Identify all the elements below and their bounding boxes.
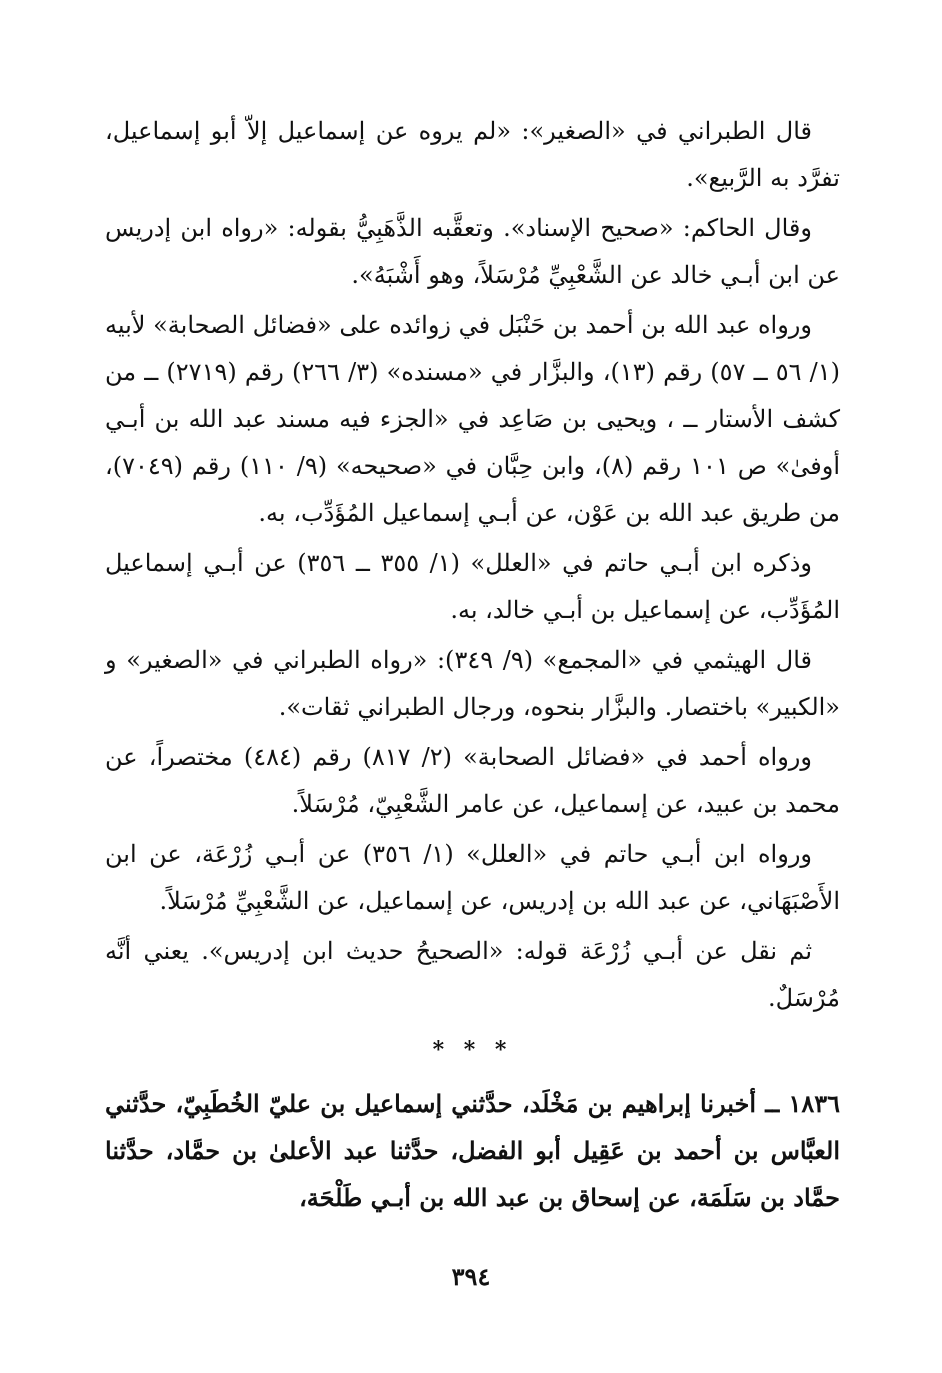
paragraph-ibn-abi-hatim-narration: ورواه ابن أبـي حاتم في «العلل» (١/ ٣٥٦) عن أبـي زُرْعَة، عن ابن الأَصْبَهَاني، عن عبد الله بن إدريس، عن إسماعيل، عن الشَّعْبِيِّ مُرْسَلاً. [105,840,840,915]
page-number: ٣٩٤ [451,1262,491,1291]
paragraph-abdullah-narration: ورواه عبد الله بن أحمد بن حَنْبَل في زوائده على «فضائل الصحابة» لأبيه (١/ ٥٦ ــ ٥٧) رقم (١٣)، والبزَّار في «مسنده» (٣/ ٢٦٦) رقم (٢٧١٩) ــ من كشف الأستار ــ ، ويحيى بن صَاعِد في «الجزء فيه مسند عبد الله بن أبـي أوفىٰ» ص ١٠١ رقم (٨)، وابن حِبَّان في «صحيحه» (٩/ ١١٠) رقم (٧٠٤٩)، من طريق عبد الله بن عَوْن، عن أبـي إسماعيل المُؤَدِّب، به. [105,311,841,527]
page-body [105,108,840,1224]
paragraph-tabarani-quote: قال الطبراني في «الصغير»: «لم يروه عن إسماعيل إلاّ أبو إسماعيل، تفرَّد به الرَّبيع». [105,117,840,192]
paragraph-hakim-quote: وقال الحاكم: «صحيح الإسناد». وتعقَّبه الذَّهَبِيُّ بقوله: «رواه ابن إدريس عن ابن أبـي خالد عن الشَّعْبِيِّ مُرْسَلاً، وهو أَشْبَهُ». [105,214,840,289]
paragraph-ahmad-narration: ورواه أحمد في «فضائل الصحابة» (٢/ ٨١٧) رقم (٤٨٤) مختصراً، عن محمد بن عبيد، عن إسماعيل، عن عامر الشَّعْبِيّ، مُرْسَلاً. [105,743,840,818]
hadith-1836: ١٨٣٦ ــ أخبرنا إبراهيم بن مَخْلَد، حدَّثني إسماعيل بن عليّ الخُطَبِيّ، حدَّثني العبَّاس بن أحمد بن عَقِيل أبو الفضل، حدَّثنا عبد الأعلىٰ بن حمَّاد، حدَّثنا حمَّاد بن سَلَمَة، عن إسحاق بن عبد الله بن أبـي طَلْحَة، [105,1089,840,1212]
paragraph-abu-zura-quote: ثم نقل عن أبـي زُرْعَة قوله: «الصحيحُ حديث ابن إدريس». يعني أنَّه مُرْسَلٌ. [105,937,840,1012]
paragraph-ibn-abi-hatim-mention: وذكره ابن أبـي حاتم في «العلل» (١/ ٣٥٥ ــ ٣٥٦) عن أبـي إسماعيل المُؤَدِّب، عن إسماعيل بن أبـي خالد، به. [105,549,840,624]
section-separator: * * * [432,1037,513,1063]
paragraph-haythami-quote: قال الهيثمي في «المجمع» (٩/ ٣٤٩): «رواه الطبراني في «الصغير» و «الكبير» باختصار. والبزَّار بنحوه، ورجال الطبراني ثقات». [105,646,840,721]
